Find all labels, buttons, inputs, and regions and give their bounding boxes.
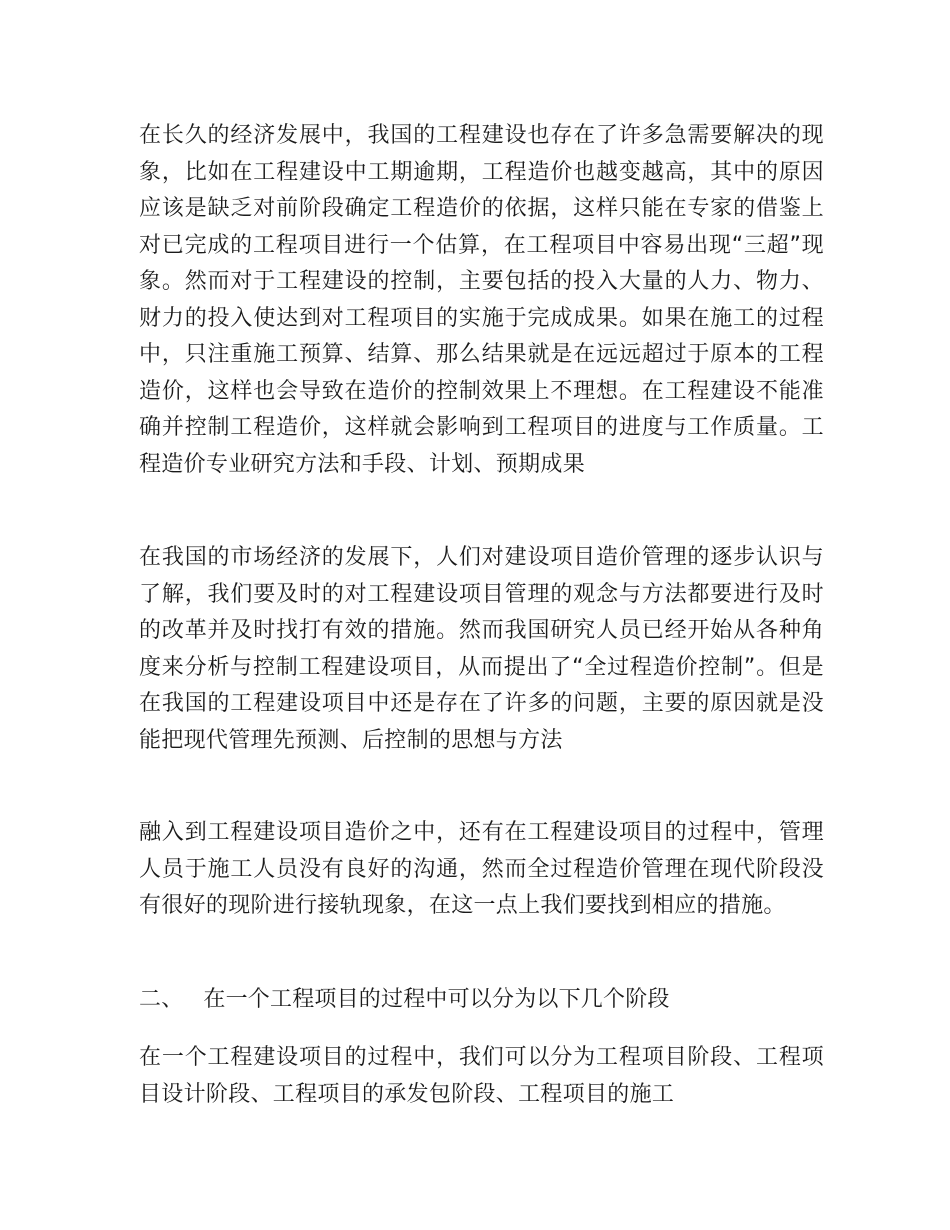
section-number: 二、 [139, 987, 184, 1012]
body-paragraph: 在长久的经济发展中，我国的工程建设也存在了许多急需要解决的现象，比如在工程建设中工期逾期，工程造价也越变越高，其中的原因应该是缺乏对前阶段确定工程造价的依据，这样只能在专家的借鉴上对已完成的工程项目进行一个估算，在工程项目中容易出现“三超”现象。然而对于工程建设的控制，主要包括的投入大量的人力、物力、财力的投入使达到对工程项目的实施于完成成果。如果在施工的过程中，只注重施工预算、结算、那么结果就是在远远超过于原本的工程造价，这样也会导致在造价的控制效果上不理想。在工程建设不能准确并控制工程造价，这样就会影响到工程项目的进度与工作质量。工程造价专业研究方法和手段、计划、预期成果 [139, 123, 824, 477]
body-paragraph: 融入到工程建设项目造价之中，还有在工程建设项目的过程中，管理人员于施工人员没有良好的沟通，然而全过程造价管理在现代阶段没有很好的现阶进行接轨现象，在这一点上我们要找到相应的措施。 [139, 820, 824, 918]
section-heading [139, 982, 824, 1019]
body-paragraph: 在我国的市场经济的发展下，人们对建设项目造价管理的逐步认识与了解，我们要及时的对工程建设项目管理的观念与方法都要进行及时的改革并及时找打有效的措施。然而我国研究人员已经开始从各种角度来分析与控制工程建设项目，从而提出了“全过程造价控制”。但是在我国的工程建设项目中还是存在了许多的问题，主要的原因就是没能把现代管理先预测、后控制的思想与方法 [139, 545, 824, 753]
body-paragraph: 在一个工程建设项目的过程中，我们可以分为工程项目阶段、工程项目设计阶段、工程项目的承发包阶段、工程项目的施工 [139, 1045, 824, 1107]
section-title: 在一个工程项目的过程中可以分为以下几个阶段 [203, 987, 670, 1012]
